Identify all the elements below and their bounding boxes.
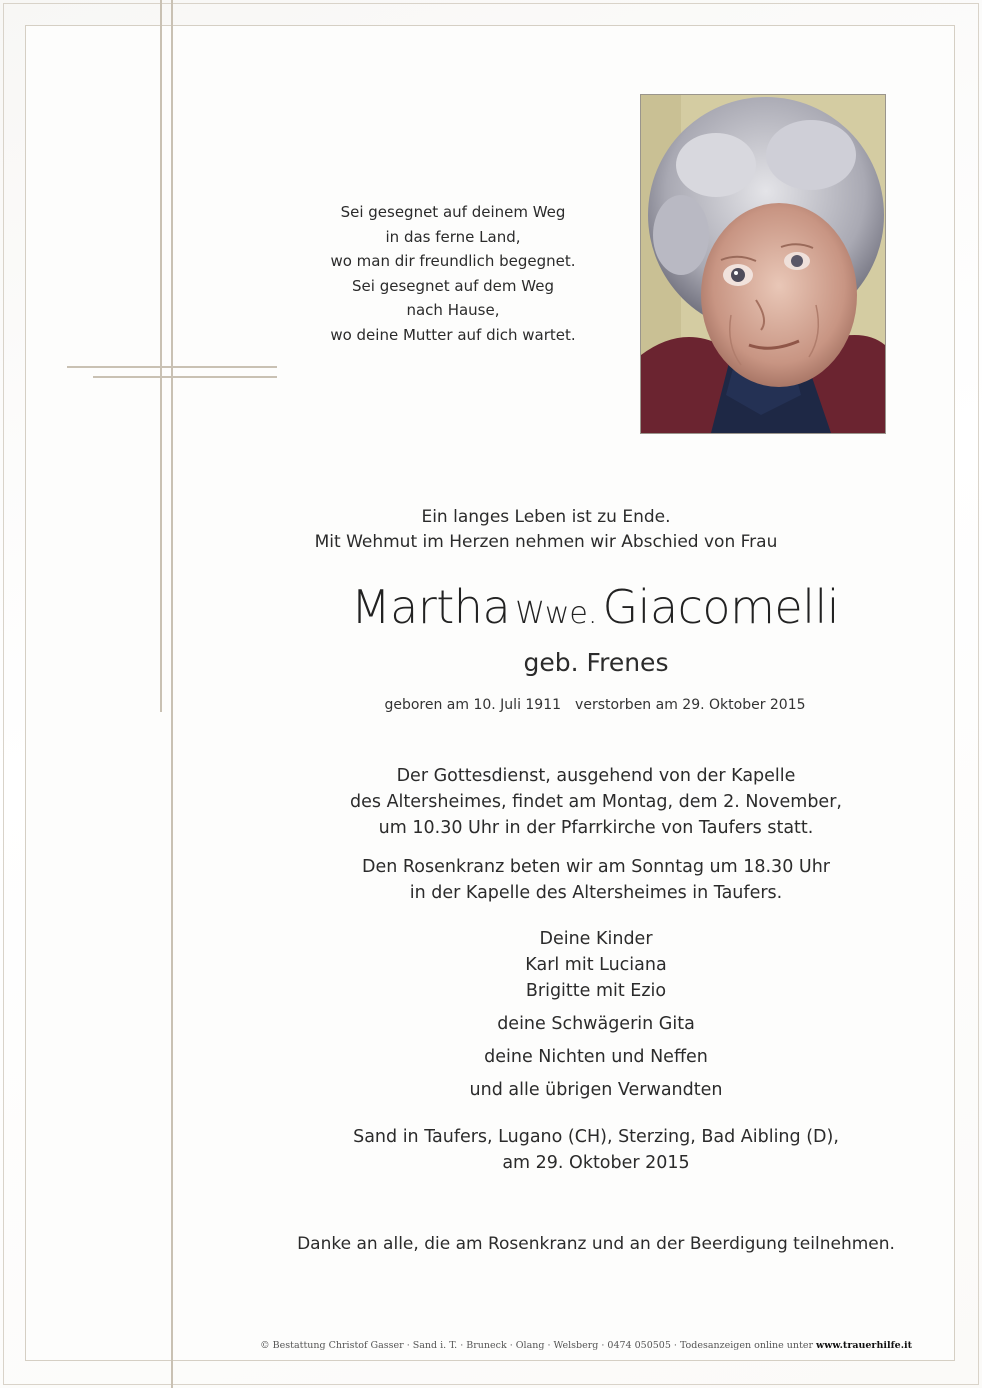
nieces-nephews-entry: deine Nichten und Neffen [484, 1047, 708, 1067]
relatives-entry: und alle übrigen Verwandten [469, 1080, 723, 1100]
footer [200, 1340, 912, 1351]
cross-horizontal-line-top [67, 366, 277, 368]
deceased-name [200, 580, 982, 634]
footer-text: © Bestattung Christof Gasser · Sand i. T. · Bruneck · Olang · Welsberg · 0474 050505 · Todesanzeigen online unter [260, 1340, 817, 1351]
poem-line: Sei gesegnet auf dem Weg [352, 276, 554, 295]
poem-line: wo deine Mutter auf dich wartet. [330, 325, 576, 344]
life-dates [360, 697, 830, 713]
rosary-text [300, 854, 892, 906]
footer-website-link[interactable]: www.trauerhilfe.it [816, 1340, 912, 1351]
birth-date: geboren am 10. Juli 1911 [384, 697, 562, 713]
poem-line: in das ferne Land, [385, 227, 521, 246]
widow-title: Wwe. [515, 596, 598, 631]
mourners-list [400, 926, 792, 1103]
portrait-photo [640, 94, 886, 434]
poem [300, 200, 606, 347]
first-name: Martha [350, 580, 511, 634]
cross-vertical-line-right [171, 0, 173, 1388]
child-entry: Karl mit Luciana [525, 955, 667, 975]
thanks-text: Danke an alle, die am Rosenkranz und an der Beerdigung teilnehmen. [297, 1234, 895, 1254]
place-and-date [300, 1124, 892, 1176]
sister-in-law-entry: deine Schwägerin Gita [497, 1014, 695, 1034]
date-line: am 29. Oktober 2015 [502, 1153, 690, 1173]
intro-text [300, 505, 792, 555]
cross-vertical-line-left [160, 0, 162, 712]
rosary-line: Den Rosenkranz beten wir am Sonntag um 18.30 Uhr [362, 857, 830, 877]
child-entry: Brigitte mit Ezio [525, 981, 667, 1001]
last-name: Giacomelli [602, 580, 840, 634]
poem-line: nach Hause, [406, 301, 500, 319]
service-line: Der Gottesdienst, ausgehend von der Kapelle [396, 766, 796, 786]
maiden-name: geb. Frenes [523, 648, 669, 677]
service-line: um 10.30 Uhr in der Pfarrkirche von Taufers statt. [378, 818, 814, 838]
rosary-line: in der Kapelle des Altersheimes in Taufers. [409, 883, 783, 903]
funeral-service-text [300, 763, 892, 841]
service-line: des Altersheimes, findet am Montag, dem 2. November, [350, 792, 842, 812]
death-date: verstorben am 29. Oktober 2015 [575, 697, 806, 713]
portrait-illustration [641, 95, 885, 433]
place-line: Sand in Taufers, Lugano (CH), Sterzing, Bad Aibling (D), [353, 1127, 839, 1147]
poem-line: wo man dir freundlich begegnet. [330, 252, 576, 270]
children-heading: Deine Kinder [539, 929, 653, 949]
poem-line: Sei gesegnet auf deinem Weg [340, 203, 566, 221]
intro-line: Mit Wehmut im Herzen nehmen wir Abschied von Frau [314, 532, 778, 552]
cross-horizontal-line-bottom [93, 376, 277, 378]
intro-line: Ein langes Leben ist zu Ende. [421, 507, 671, 527]
